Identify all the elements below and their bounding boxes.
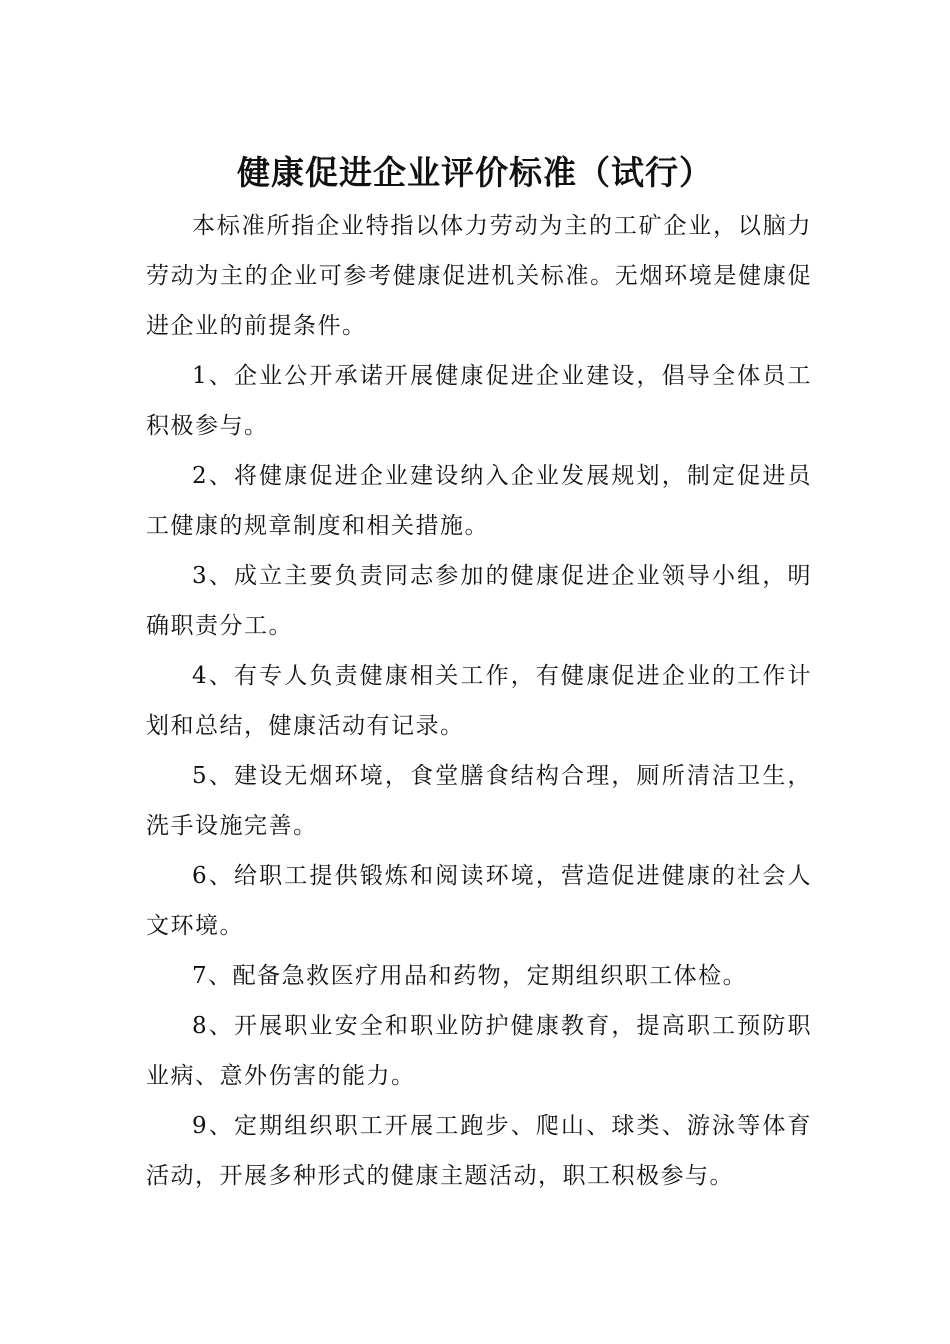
criterion-3: 3、成立主要负责同志参加的健康促进企业领导小组，明确职责分工。 — [146, 563, 812, 639]
criterion-1: 1、企业公开承诺开展健康促进企业建设，倡导全体员工积极参与。 — [146, 363, 812, 439]
criterion-5: 5、建设无烟环境，食堂膳食结构合理，厕所清洁卫生，洗手设施完善。 — [146, 763, 812, 839]
document-title: 健康促进企业评价标准（试行） — [237, 153, 713, 192]
criterion-8: 8、开展职业安全和职业防护健康教育，提高职工预防职业病、意外伤害的能力。 — [146, 1013, 812, 1089]
criterion-6: 6、给职工提供锻炼和阅读环境，营造促进健康的社会人文环境。 — [146, 863, 812, 939]
criterion-4: 4、有专人负责健康相关工作，有健康促进企业的工作计划和总结，健康活动有记录。 — [146, 663, 812, 739]
criterion-9: 9、定期组织职工开展工跑步、爬山、球类、游泳等体育活动，开展多种形式的健康主题活动，职工积极参与。 — [146, 1113, 812, 1189]
criterion-7: 7、配备急救医疗用品和药物，定期组织职工体检。 — [192, 963, 748, 989]
intro-paragraph: 本标准所指企业特指以体力劳动为主的工矿企业，以脑力劳动为主的企业可参考健康促进机关标准。无烟环境是健康促进企业的前提条件。 — [146, 213, 812, 339]
document-body — [146, 201, 812, 1201]
criterion-2: 2、将健康促进企业建设纳入企业发展规划，制定促进员工健康的规章制度和相关措施。 — [146, 463, 812, 539]
